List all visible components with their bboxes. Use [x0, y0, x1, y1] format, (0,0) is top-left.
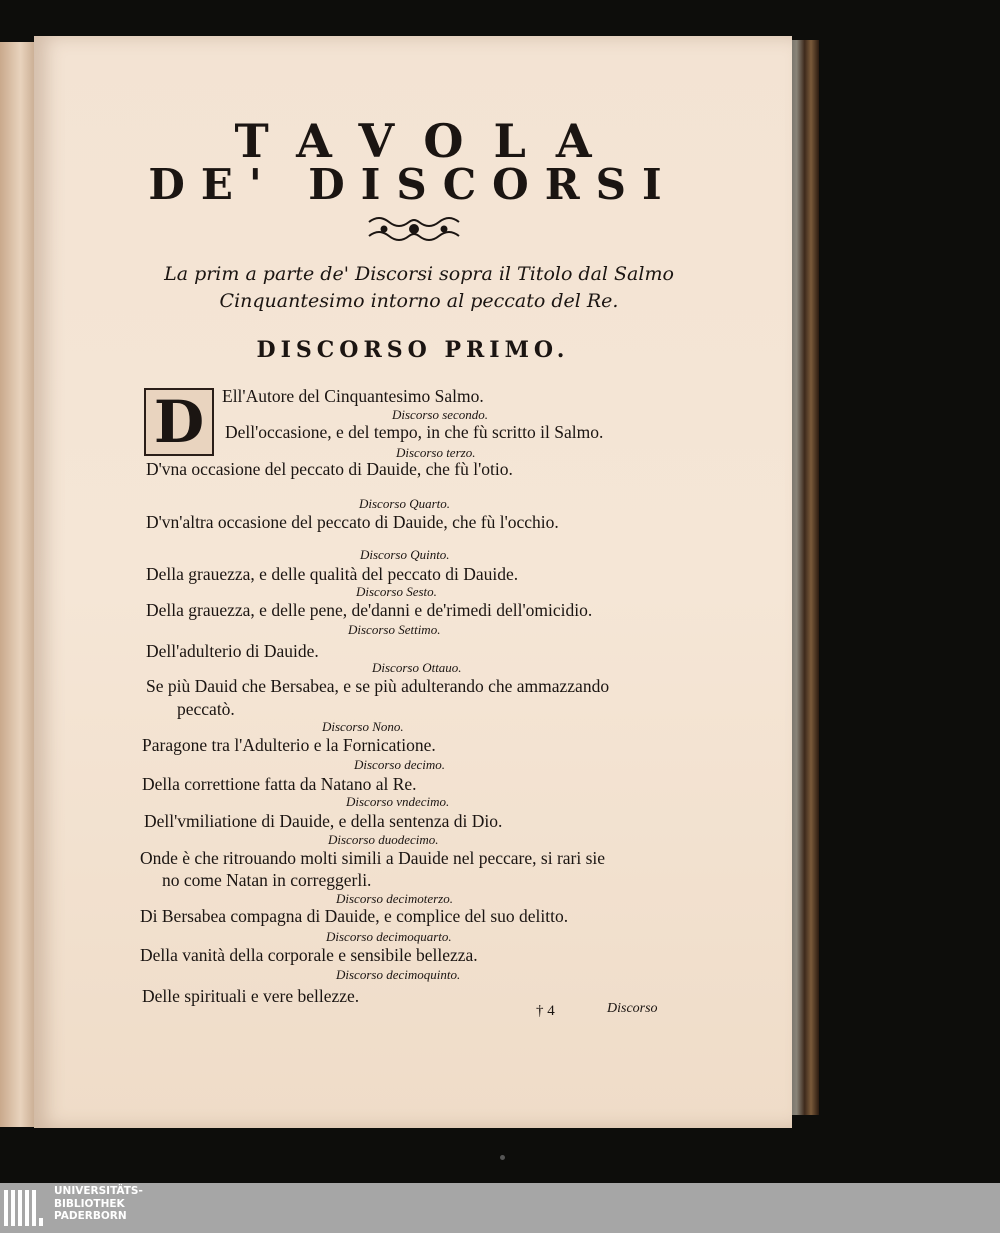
entry-subheading: Discorso secondo. — [392, 407, 489, 422]
entry-text: D'vn'altra occasione del peccato di Dauide, che fù l'occhio. — [146, 512, 559, 532]
entry-text: Di Bersabea compagna di Dauide, e complice del suo delitto. — [140, 906, 569, 926]
entry-subheading: Discorso decimoterzo. — [336, 891, 453, 906]
signature-mark: † 4 — [536, 1003, 555, 1019]
entry-text: Onde è che ritrouando molti simili a Dauide nel peccare, si rari sie — [140, 848, 606, 868]
entry-text: Della vanità della corporale e sensibile bellezza. — [140, 945, 478, 965]
library-name-line-3: PADERBORN — [54, 1210, 127, 1222]
entry-text: Della correttione fatta da Natano al Re. — [142, 774, 417, 794]
section-heading: DISCORSO PRIMO. — [256, 337, 570, 363]
entry-subheading: Discorso Nono. — [322, 719, 404, 734]
entry-subheading: Discorso decimoquinto. — [336, 967, 461, 982]
library-name — [54, 1185, 143, 1223]
entry-text: Se più Dauid che Bersabea, e se più adulterando che ammazzando — [146, 676, 610, 696]
entry-subheading: Discorso duodecimo. — [328, 832, 439, 847]
ruler-dot — [500, 1155, 505, 1160]
entry-subheading: Discorso Sesto. — [356, 584, 437, 599]
entry-subheading: Discorso vndecimo. — [346, 794, 450, 809]
entry-text: Dell'adulterio di Dauide. — [146, 641, 319, 661]
library-footer-bar — [0, 1183, 1000, 1233]
decorated-initial: D — [144, 388, 214, 456]
library-logo-icon — [4, 1190, 44, 1226]
entry-subheading: Discorso Ottauo. — [372, 660, 462, 675]
entry-text: Ell'Autore del Cinquantesimo Salmo. — [222, 386, 484, 406]
subtitle: La prim a parte de' Discorsi sopra il Titolo dal Salmo Cinquantesimo intorno al peccato del Re. — [164, 263, 674, 312]
entry-text: Dell'occasione, e del tempo, in che fù scritto il Salmo. — [225, 422, 604, 442]
catchword: Discorso — [607, 1001, 658, 1016]
title-line-2: DE' DISCORSI — [148, 160, 678, 209]
entry-text: Paragone tra l'Adulterio e la Fornicatione. — [142, 735, 436, 755]
entry-text: Della grauezza, e delle pene, de'danni e de'rimedi dell'omicidio. — [146, 600, 593, 620]
left-page-edge — [0, 42, 34, 1127]
entry-text: Delle spirituali e vere bellezze. — [142, 986, 360, 1006]
title-line-1: TAVOLA — [234, 114, 622, 168]
entry-subheading: Discorso terzo. — [396, 445, 476, 460]
entry-text: no come Natan in correggerli. — [162, 870, 372, 890]
ornament-icon — [364, 212, 464, 246]
entry-subheading: Discorso Quinto. — [360, 547, 450, 562]
entry-text: D'vna occasione del peccato di Dauide, che fù l'otio. — [146, 459, 513, 479]
library-name-line-2: BIBLIOTHEK — [54, 1197, 125, 1210]
library-name-line-1: UNIVERSITÄTS- — [54, 1185, 143, 1197]
entry-text: peccatò. — [177, 699, 235, 719]
book-page — [34, 36, 792, 1128]
entry-text: Dell'vmiliatione di Dauide, e della sentenza di Dio. — [144, 811, 503, 831]
entry-subheading: Discorso Settimo. — [348, 622, 441, 637]
entry-subheading: Discorso decimo. — [354, 757, 445, 772]
entry-text: Della grauezza, e delle qualità del peccato di Dauide. — [146, 564, 519, 584]
entry-subheading: Discorso decimoquarto. — [326, 929, 452, 944]
entry-subheading: Discorso Quarto. — [359, 496, 451, 511]
